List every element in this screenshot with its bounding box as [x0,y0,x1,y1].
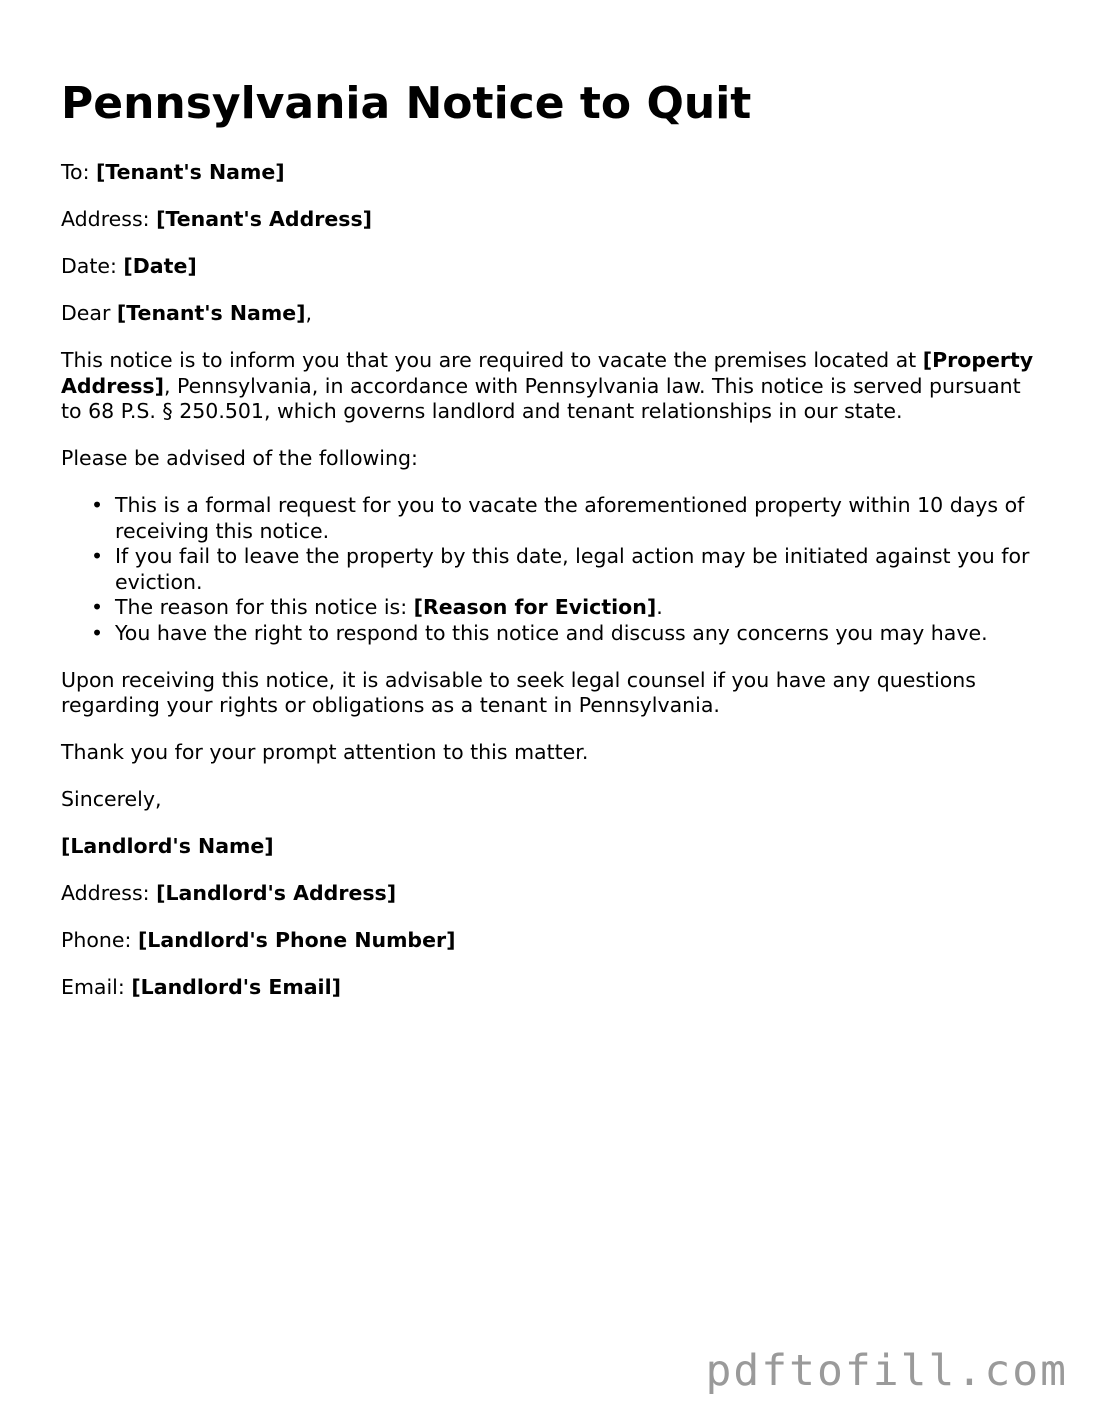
bullet-text: If you fail to leave the property by this date, legal action may be initiated against you for eviction. [115,544,1030,594]
landlord-email-label: Email: [61,975,132,999]
address-label: Address: [61,207,157,231]
list-item [91,595,1041,621]
to-label: To: [61,160,97,184]
to-line [61,160,1041,186]
address-value: [Tenant's Address] [156,207,373,231]
landlord-address-line [61,881,1041,907]
bullet-suffix: . [656,595,663,619]
landlord-address-label: Address: [61,881,157,905]
landlord-phone-line [61,928,1041,954]
list-item [91,493,1041,544]
date-label: Date: [61,254,124,278]
landlord-address-value: [Landlord's Address] [156,881,397,905]
bullet-text: You have the right to respond to this notice and discuss any concerns you may have. [115,620,988,645]
notice-document [61,0,1041,1001]
watermark: pdftofill.com [705,1346,1068,1396]
counsel-paragraph: Upon receiving this notice, it is advisable to seek legal counsel if you have any questions regarding your rights or obligations as a tenant in Pennsylvania. [61,667,976,717]
eviction-reason: [Reason for Eviction] [413,595,657,619]
landlord-email-line [61,975,1041,1001]
landlord-name-line [61,834,1041,860]
intro-part1: This notice is to inform you that you are required to vacate the premises located at [61,348,923,372]
to-value: [Tenant's Name] [96,160,285,184]
bullet-icon: • [91,493,104,517]
closing-line: Sincerely, [61,787,162,811]
thanks-line: Thank you for your prompt attention to this matter. [61,740,589,764]
bullet-icon: • [91,544,104,568]
date-value: [Date] [123,254,197,278]
salutation-prefix: Dear [61,301,117,325]
intro-paragraph [61,348,1041,425]
document-title: Pennsylvania Notice to Quit [61,78,752,129]
intro-part2: , Pennsylvania, in accordance with Pennsylvania law. This notice is served pursuant to 68 P.S. § 250.501, which governs landlord and tenant relationships in our state. [61,373,1021,423]
list-item [91,544,1041,595]
notice-list [61,493,1041,646]
property-address: [Property Address] [61,348,1034,398]
advised-line: Please be advised of the following: [61,446,418,470]
salutation-name: [Tenant's Name] [116,301,306,325]
salutation [61,301,1041,327]
date-line [61,254,1041,280]
address-line [61,207,1041,233]
salutation-suffix: , [305,301,313,325]
bullet-text: This is a formal request for you to vacate the aforementioned property within 10 days of receiving this notice. [115,493,1025,543]
landlord-phone-value: [Landlord's Phone Number] [137,928,456,952]
bullet-prefix: The reason for this notice is: [115,595,414,619]
list-item [91,620,1041,647]
landlord-name: [Landlord's Name] [61,834,274,858]
bullet-icon: • [91,620,104,645]
landlord-phone-label: Phone: [61,928,138,952]
bullet-icon: • [91,595,104,619]
landlord-email-value: [Landlord's Email] [131,975,341,999]
